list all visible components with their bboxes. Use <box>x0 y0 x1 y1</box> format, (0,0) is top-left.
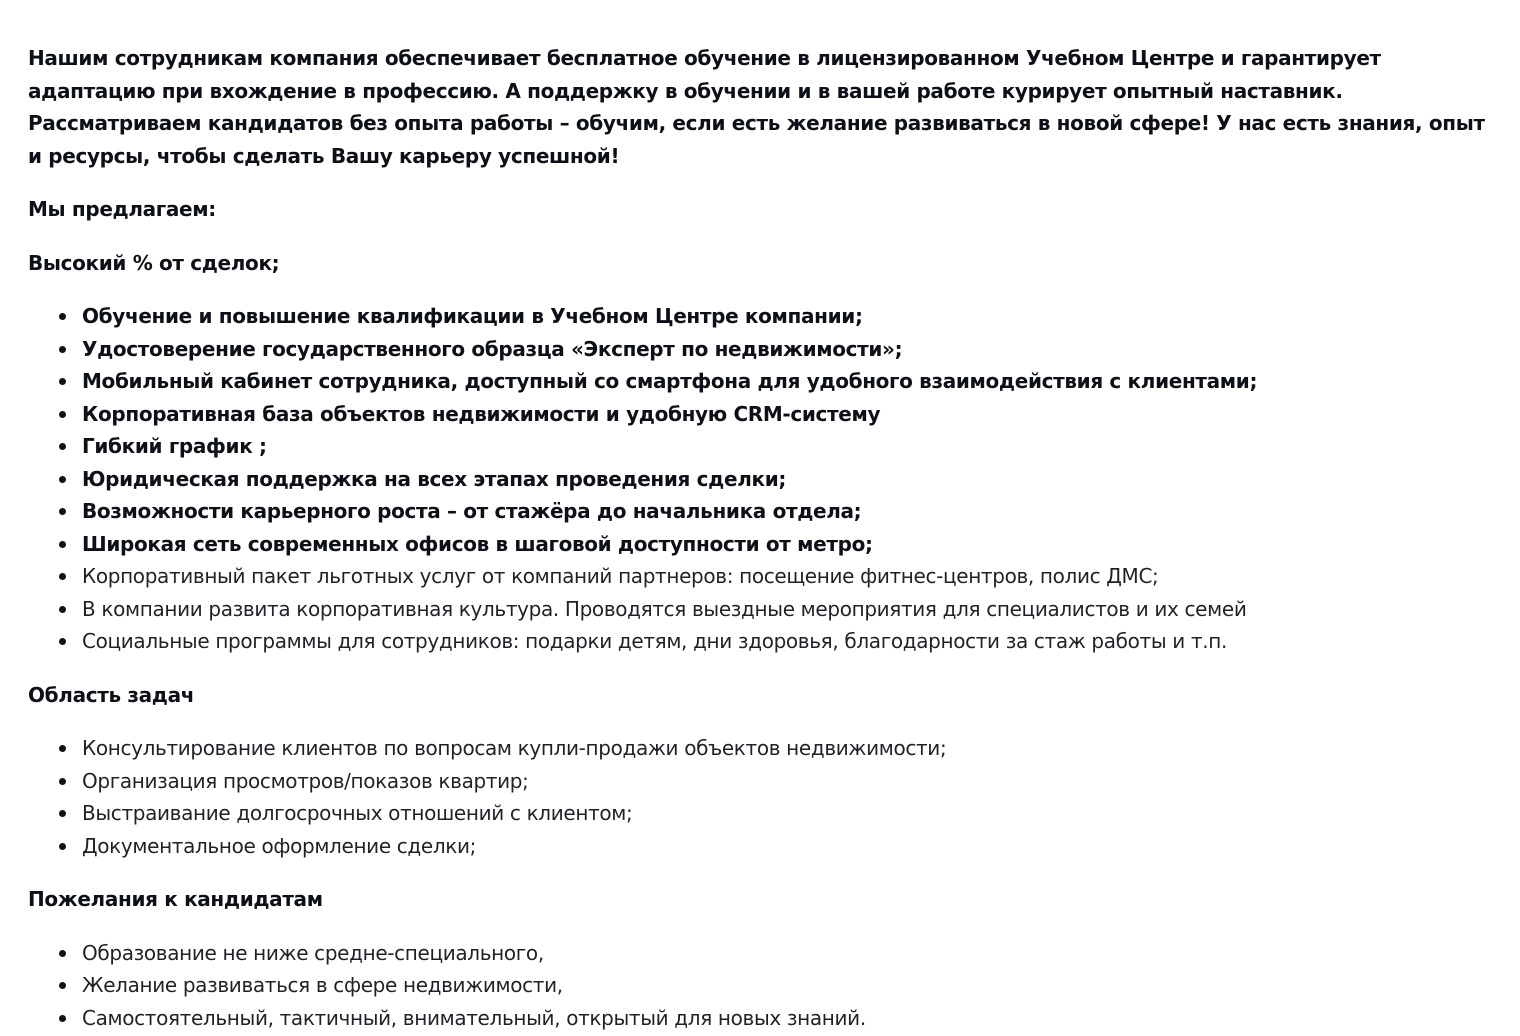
offer-item: Удостоверение государственного образца «Эксперт по недвижимости»; <box>82 333 1498 366</box>
offer-item: Гибкий график ; <box>82 430 1498 463</box>
requirement-item: Образование не ниже средне-специального, <box>82 937 1498 970</box>
vacancy-description <box>28 42 1498 1034</box>
task-item: Организация просмотров/показов квартир; <box>82 765 1498 798</box>
offer-subheading: Высокий % от сделок; <box>28 250 280 275</box>
offer-item: Возможности карьерного роста – от стажёра до начальника отдела; <box>82 495 1498 528</box>
offer-item: Корпоративная база объектов недвижимости и удобную CRM-систему <box>82 398 1498 431</box>
offer-item: Мобильный кабинет сотрудника, доступный со смартфона для удобного взаимодействия с клиентами; <box>82 365 1498 398</box>
offer-item: Социальные программы для сотрудников: подарки детям, дни здоровья, благодарности за стаж работы и т.п. <box>82 625 1498 658</box>
requirement-item: Самостоятельный, тактичный, внимательный, открытый для новых знаний. <box>82 1002 1498 1035</box>
intro-paragraph: Нашим сотрудникам компания обеспечивает бесплатное обучение в лицензированном Учебном Центре и гарантирует адаптацию при вхождение в профессию. А поддержку в обучении и в вашей работе курирует опытный наставник. Рассматриваем кандидатов без опыта работы – обучим, если есть желание развиваться в новой сфере! У нас есть знания, опыт и ресурсы, чтобы сделать Вашу карьеру успешной! <box>28 46 1485 168</box>
offer-heading: Мы предлагаем: <box>28 197 216 221</box>
tasks-list <box>28 732 1498 862</box>
offer-item: Юридическая поддержка на всех этапах проведения сделки; <box>82 463 1498 496</box>
tasks-heading: Область задач <box>28 682 195 707</box>
offer-item: Обучение и повышение квалификации в Учебном Центре компании; <box>82 300 1498 333</box>
task-item: Выстраивание долгосрочных отношений с клиентом; <box>82 797 1498 830</box>
offer-list <box>28 300 1498 658</box>
task-item: Документальное оформление сделки; <box>82 830 1498 863</box>
task-item: Консультирование клиентов по вопросам купли-продажи объектов недвижимости; <box>82 732 1498 765</box>
requirement-item: Желание развиваться в сфере недвижимости, <box>82 969 1498 1002</box>
offer-item: Корпоративный пакет льготных услуг от компаний партнеров: посещение фитнес-центров, полис ДМС; <box>82 560 1498 593</box>
offer-item: Широкая сеть современных офисов в шаговой доступности от метро; <box>82 528 1498 561</box>
requirements-list <box>28 937 1498 1035</box>
requirements-heading: Пожелания к кандидатам <box>28 887 323 911</box>
offer-item: В компании развита корпоративная культура. Проводятся выездные мероприятия для специалистов и их семей <box>82 593 1498 626</box>
